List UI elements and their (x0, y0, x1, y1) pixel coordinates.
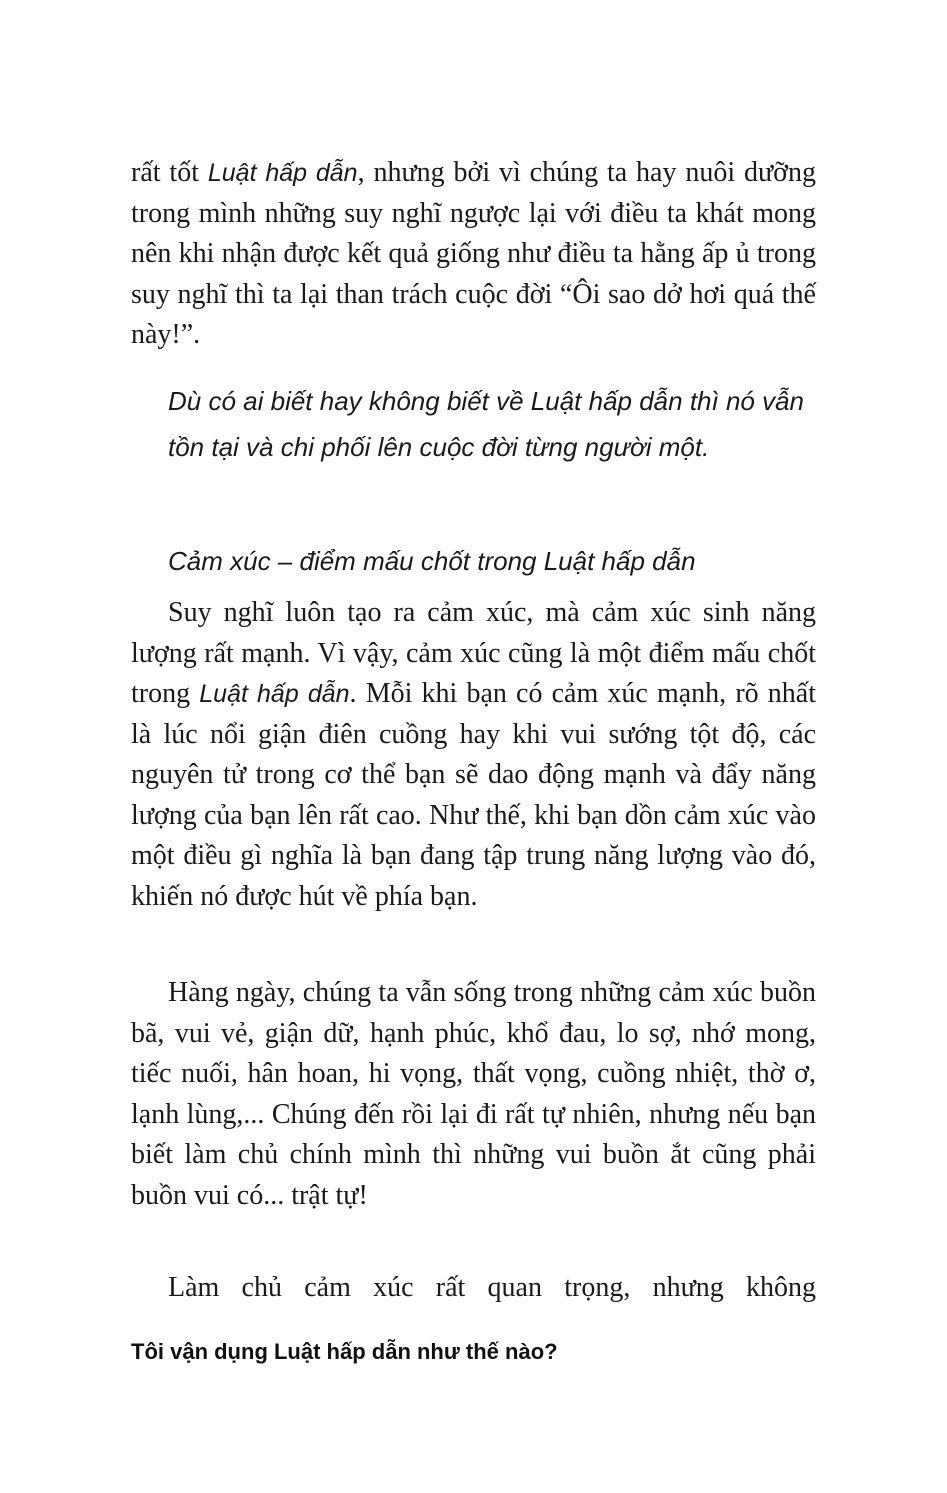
paragraph-text: rất tốt (131, 157, 208, 188)
paragraph-text: . Mỗi khi bạn có cảm xúc mạnh, rõ nhất là lúc nổi giận điên cuồng hay khi vui sướng tột độ, các nguyên tử trong cơ thể bạn sẽ dao động mạnh và đẩy năng lượng của bạn lên rất cao. Như thế, khi bạn dồn cảm xúc vào một điều gì nghĩa là bạn đang tập trung năng lượng vào đó, khiến nó được hút về phía bạn. (131, 678, 816, 912)
paragraph-continued (131, 153, 816, 356)
paragraph-text: , nhưng bởi vì chúng ta hay nuôi dưỡng trong mình những suy nghĩ ngược lại với điều ta khát mong nên khi nhận được kết quả giống như điều ta hằng ấp ủ trong suy nghĩ thì ta lại than trách cuộc đời “Ôi sao dở hơi quá thế này!”. (131, 157, 816, 350)
paragraph-mastering-emotions: Làm chủ cảm xúc rất quan trọng, nhưng không (168, 1272, 816, 1303)
section-subheading: Cảm xúc – điểm mấu chốt trong Luật hấp dẫn (168, 546, 696, 576)
law-of-attraction-term: Luật hấp dẫn (207, 159, 358, 187)
paragraph-emotion (131, 593, 816, 917)
law-of-attraction-term: Luật hấp dẫn (199, 680, 350, 708)
paragraph-daily-emotions: Hàng ngày, chúng ta vẫn sống trong những cảm xúc buồn bã, vui vẻ, giận dữ, hạnh phúc, khổ đau, lo sợ, nhớ mong, tiếc nuối, hân hoan, hi vọng, thất vọng, cuồng nhiệt, thờ ơ, lạnh lùng,... Chúng đến rồi lại đi rất tự nhiên, nhưng nếu bạn biết làm chủ chính mình thì những vui buồn ắt cũng phải buồn vui có... trật tự! (131, 977, 816, 1211)
paragraph-text: Suy nghĩ luôn tạo ra cảm xúc, mà cảm xúc sinh năng lượng rất mạnh. Vì vậy, cảm xúc cũng là một điểm mấu chốt trong (131, 597, 816, 709)
running-footer: Tôi vận dụng Luật hấp dẫn như thế nào? (131, 1339, 558, 1364)
pull-quote: Dù có ai biết hay không biết về Luật hấp dẫn thì nó vẫn tồn tại và chi phối lên cuộc đời từng người một. (168, 386, 805, 462)
